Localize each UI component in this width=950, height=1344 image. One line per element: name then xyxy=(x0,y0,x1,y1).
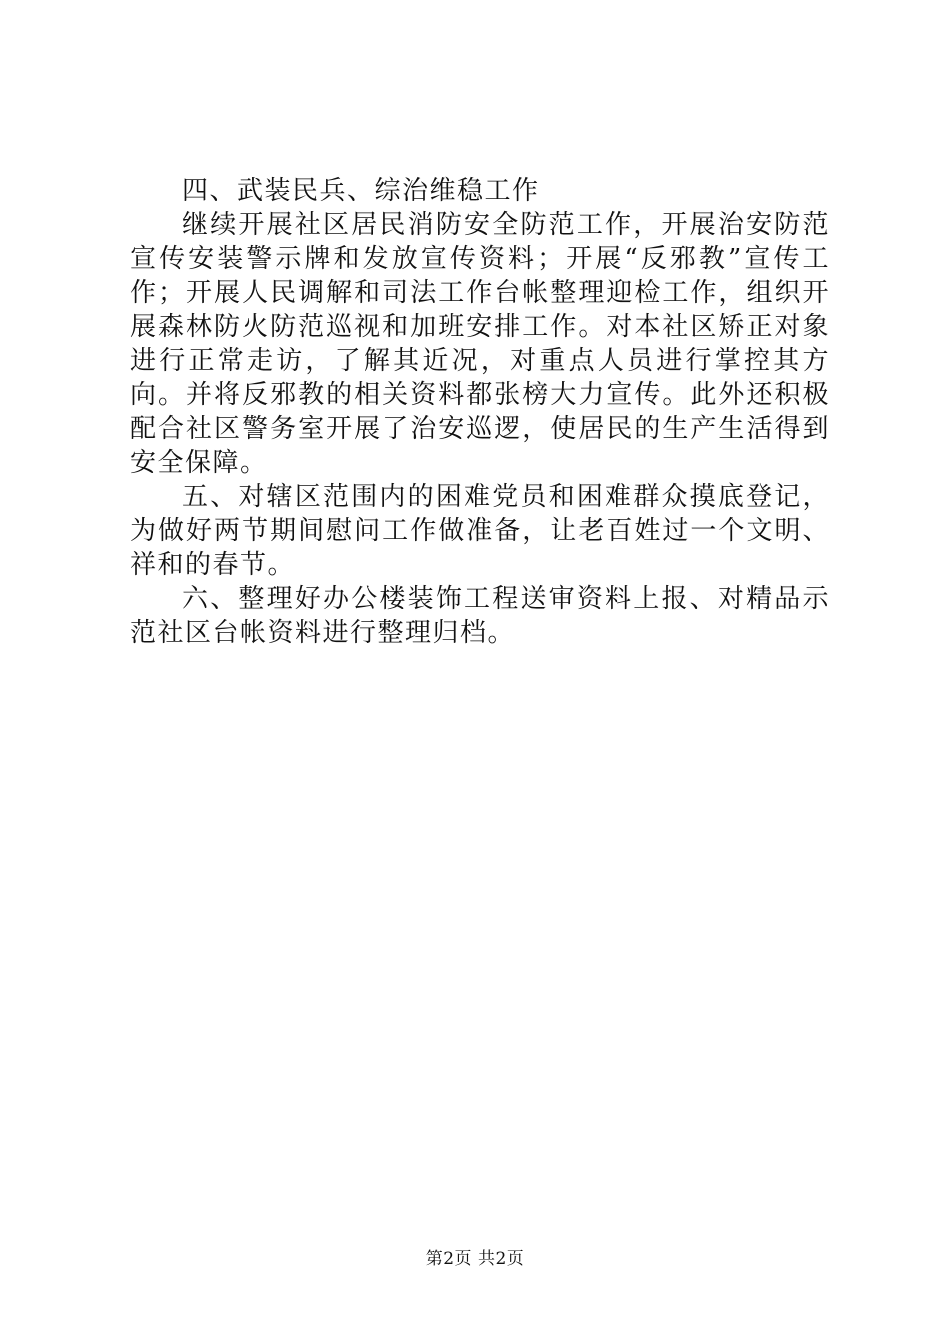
section-five-paragraph: 五、对辖区范围内的困难党员和困难群众摸底登记，为做好两节期间慰问工作做准备，让老百姓过一个文明、祥和的春节。 xyxy=(130,482,830,580)
document-body xyxy=(130,174,830,650)
section-six-paragraph: 六、整理好办公楼装饰工程送审资料上报、对精品示范社区台帐资料进行整理归档。 xyxy=(130,584,830,648)
page-footer: 第2页 共2页 xyxy=(425,1249,525,1269)
paragraph-militia-security: 继续开展社区居民消防安全防范工作，开展治安防范宣传安装警示牌和发放宣传资料；开展“反邪教”宣传工作；开展人民调解和司法工作台帐整理迎检工作，组织开展森林防火防范巡视和加班安排工作。对本社区矫正对象进行正常走访，了解其近况，对重点人员进行掌控其方向。并将反邪教的相关资料都张榜大力宣传。此外还积极配合社区警务室开展了治安巡逻，使居民的生产生活得到安全保障。 xyxy=(130,210,830,478)
section-heading-four: 四、武装民兵、综治维稳工作 xyxy=(182,176,540,206)
